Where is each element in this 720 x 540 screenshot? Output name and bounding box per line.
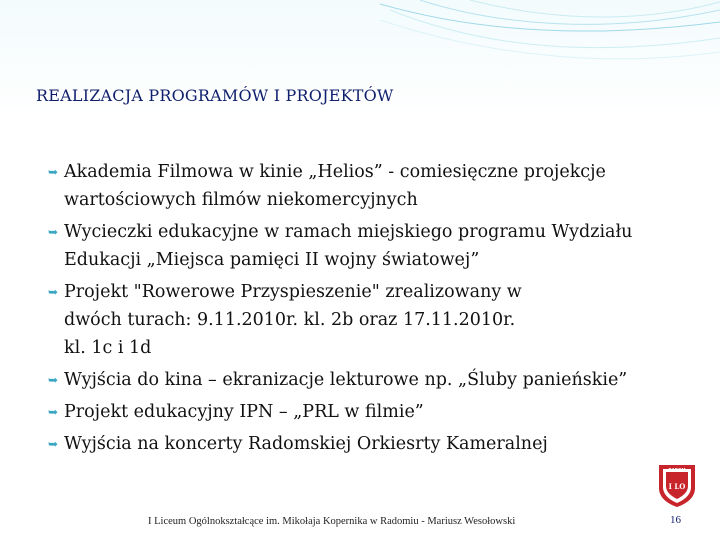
page-number: 16: [670, 514, 681, 526]
bullet-arrow-icon: ➥: [48, 405, 59, 419]
footer-text: I Liceum Ogólnokształcące im. Mikołaja Kopernika w Radomiu - Mariusz Wesołowski: [148, 516, 516, 527]
bullet-text: Akademia Filmowa w kinie „Helios” - comiesięczne projekcje wartościowych filmów niekomercyjnych: [64, 162, 606, 210]
bullet-text: Wyjścia na koncerty Radomskiej Orkiesrty Kameralnej: [64, 434, 548, 454]
svg-text:I LO: I LO: [668, 482, 686, 491]
bullet-text: Projekt "Rowerowe Przyspieszenie" zrealizowany w dwóch turach: 9.11.2010r. kl. 2b oraz 17.11.2010r. kl. 1c i 1d: [64, 282, 522, 358]
bullet-item: [48, 158, 668, 214]
bullet-arrow-icon: ➥: [48, 225, 59, 239]
bullet-item: [48, 278, 668, 362]
bullet-text: Wyjścia do kina – ekranizacje lekturowe np. „Śluby panieńskie”: [64, 370, 628, 390]
school-logo-icon: [656, 462, 698, 508]
bullet-item: [48, 366, 668, 394]
bullet-item: [48, 398, 668, 426]
bullet-list: [48, 158, 668, 462]
bullet-arrow-icon: ➥: [48, 165, 59, 179]
bullet-item: [48, 430, 668, 458]
bullet-arrow-icon: ➥: [48, 285, 59, 299]
bullet-text: Projekt edukacyjny IPN – „PRL w filmie”: [64, 402, 424, 422]
bullet-item: [48, 218, 668, 274]
slide-title: REALIZACJA PROGRAMÓW I PROJEKTÓW: [36, 86, 394, 105]
bullet-arrow-icon: ➥: [48, 437, 59, 451]
bullet-arrow-icon: ➥: [48, 373, 59, 387]
decorative-curves: [380, 0, 720, 80]
svg-text:RADOM: RADOM: [668, 467, 686, 473]
bullet-text: Wycieczki edukacyjne w ramach miejskiego programu Wydziału Edukacji „Miejsca pamięci II wojny światowej”: [64, 222, 633, 270]
